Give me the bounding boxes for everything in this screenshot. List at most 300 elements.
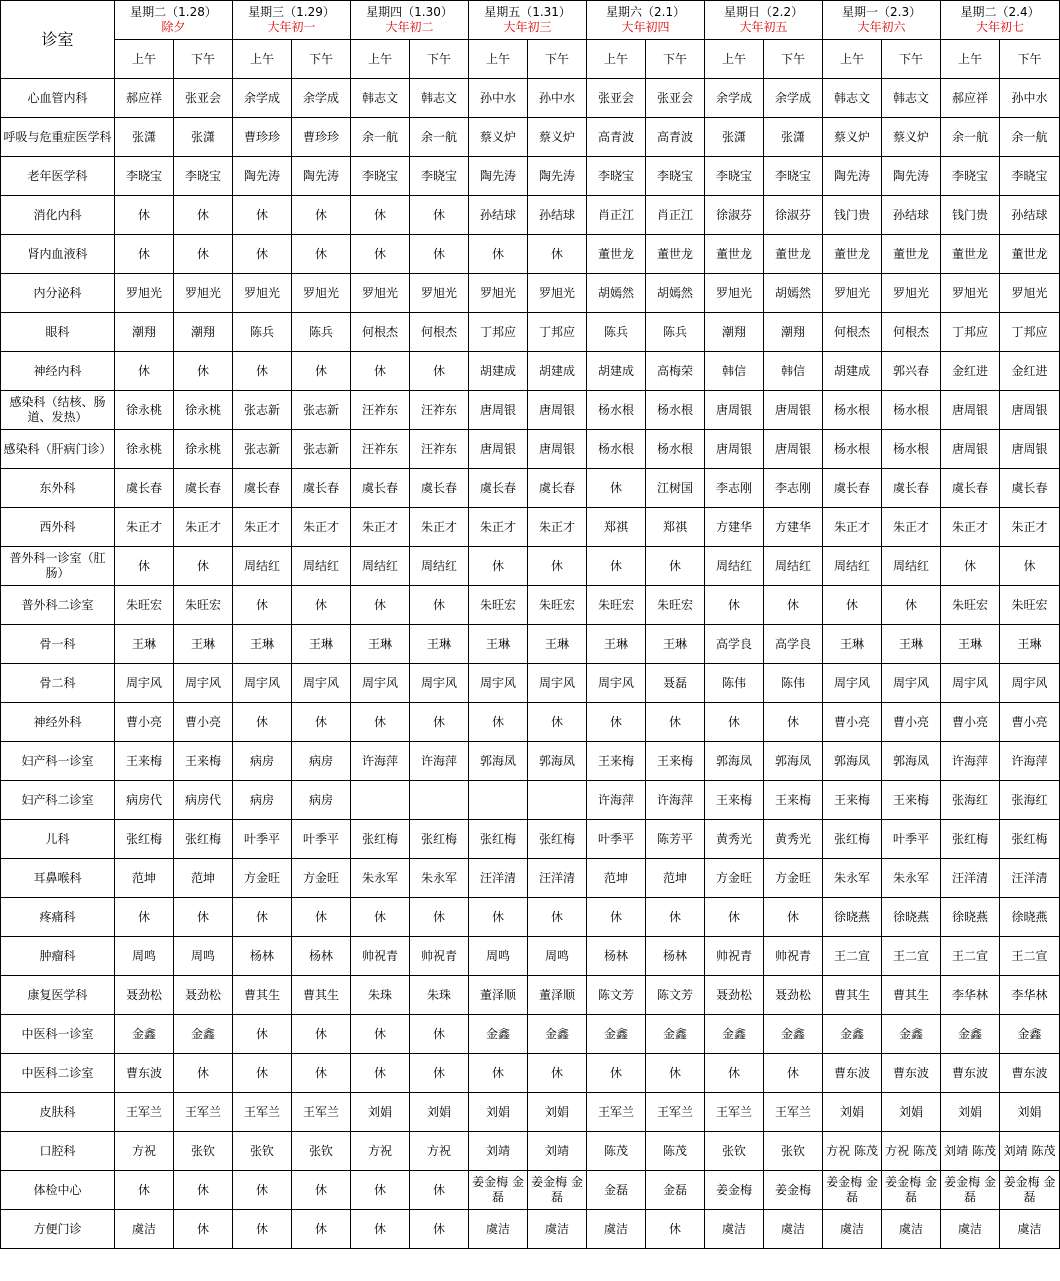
duty-cell: 李晓宝 [1000,157,1060,196]
duty-cell: 曹其生 [292,976,351,1015]
duty-cell: 余学成 [292,79,351,118]
department-name: 呼吸与危重症医学科 [1,118,115,157]
duty-cell: 休 [351,1210,410,1249]
duty-cell: 金鑫 [174,1015,233,1054]
duty-cell: 陈芳平 [646,820,705,859]
duty-cell: 钱门贵 [941,196,1000,235]
duty-cell: 高梅荣 [646,352,705,391]
duty-cell: 休 [174,352,233,391]
table-row [1,157,1060,196]
department-name: 感染科（结核、肠道、发热） [1,391,115,430]
table-row [1,274,1060,313]
duty-cell: 金鑫 [528,1015,587,1054]
duty-cell: 休 [233,235,292,274]
day-name: 星期二（2.4） [960,5,1040,19]
duty-cell: 潮翔 [174,313,233,352]
day-name: 星期四（1.30） [366,5,453,19]
duty-cell: 虞洁 [469,1210,528,1249]
department-name: 感染科（肝病门诊） [1,430,115,469]
duty-cell: 郝应祥 [941,79,1000,118]
duty-cell: 周鸣 [174,937,233,976]
duty-cell: 郭海凤 [469,742,528,781]
duty-cell: 董世龙 [646,235,705,274]
duty-cell: 陈伟 [764,664,823,703]
duty-cell: 曹其生 [882,976,941,1015]
duty-cell: 休 [351,352,410,391]
duty-cell: 虞长春 [174,469,233,508]
duty-cell: 刘娟 [882,1093,941,1132]
duty-cell: 休 [587,1054,646,1093]
duty-cell: 罗旭光 [292,274,351,313]
table-row [1,625,1060,664]
duty-cell: 杨水根 [823,430,882,469]
duty-cell: 休 [764,703,823,742]
duty-cell: 休 [528,703,587,742]
duty-cell: 虞长春 [469,469,528,508]
duty-cell: 朱珠 [351,976,410,1015]
holiday-label: 大年初一 [267,20,316,34]
table-row [1,1015,1060,1054]
morning-header: 上午 [351,40,410,79]
duty-cell: 孙中水 [469,79,528,118]
department-name: 心血管内科 [1,79,115,118]
morning-header: 上午 [823,40,882,79]
duty-cell: 姜金梅 金磊 [528,1171,587,1210]
duty-cell: 姜金梅 [705,1171,764,1210]
duty-cell: 王军兰 [587,1093,646,1132]
duty-cell: 朱正才 [351,508,410,547]
afternoon-header: 下午 [646,40,705,79]
duty-cell: 杨水根 [587,391,646,430]
duty-cell: 曹东波 [823,1054,882,1093]
duty-cell: 朱正才 [469,508,528,547]
duty-cell: 休 [587,703,646,742]
duty-cell: 休 [115,1171,174,1210]
duty-cell: 王来梅 [646,742,705,781]
duty-cell: 休 [705,703,764,742]
duty-cell: 休 [351,703,410,742]
duty-cell: 病房 [233,781,292,820]
duty-cell: 丁邦应 [469,313,528,352]
duty-cell: 丁邦应 [528,313,587,352]
table-row [1,469,1060,508]
duty-cell: 周宇风 [1000,664,1060,703]
duty-cell: 周结红 [764,547,823,586]
department-name: 皮肤科 [1,1093,115,1132]
duty-cell: 杨水根 [823,391,882,430]
duty-cell: 虞洁 [705,1210,764,1249]
day-name: 星期一（2.3） [842,5,922,19]
duty-cell: 胡嫣然 [764,274,823,313]
duty-cell: 汪洋清 [528,859,587,898]
duty-cell: 陶先涛 [823,157,882,196]
duty-cell: 张红梅 [351,820,410,859]
duty-cell: 李晓宝 [764,157,823,196]
duty-cell: 周宇风 [174,664,233,703]
duty-cell: 张潇 [174,118,233,157]
duty-cell: 虞长春 [1000,469,1060,508]
duty-cell: 王琳 [469,625,528,664]
duty-cell: 徐永桃 [174,391,233,430]
duty-cell: 姜金梅 金磊 [1000,1171,1060,1210]
duty-cell [469,781,528,820]
duty-cell: 休 [351,196,410,235]
duty-cell: 罗旭光 [174,274,233,313]
duty-cell: 朱正才 [528,508,587,547]
duty-cell: 唐周银 [469,430,528,469]
duty-cell: 高青波 [646,118,705,157]
duty-cell: 朱旺宏 [646,586,705,625]
duty-cell: 刘娟 [351,1093,410,1132]
duty-cell: 休 [174,898,233,937]
duty-cell: 曹其生 [233,976,292,1015]
duty-cell: 徐永桃 [115,430,174,469]
duty-cell: 帅祝青 [410,937,469,976]
duty-cell: 杨林 [646,937,705,976]
table-row [1,586,1060,625]
duty-cell: 曹小亮 [823,703,882,742]
duty-cell: 张钦 [705,1132,764,1171]
duty-cell: 杨林 [292,937,351,976]
duty-cell: 罗旭光 [882,274,941,313]
duty-cell: 周结红 [705,547,764,586]
duty-cell: 陈兵 [233,313,292,352]
duty-cell: 周鸣 [115,937,174,976]
duty-cell: 周结红 [882,547,941,586]
duty-cell: 李晓宝 [587,157,646,196]
duty-cell: 罗旭光 [528,274,587,313]
duty-cell: 刘靖 [528,1132,587,1171]
duty-cell: 病房 [292,742,351,781]
duty-cell: 休 [351,898,410,937]
duty-cell: 王军兰 [115,1093,174,1132]
duty-cell: 王琳 [528,625,587,664]
duty-cell: 张志新 [233,430,292,469]
day-name: 星期三（1.29） [248,5,335,19]
department-name: 眼科 [1,313,115,352]
duty-cell: 何根杰 [410,313,469,352]
department-name: 肿瘤科 [1,937,115,976]
morning-header: 上午 [115,40,174,79]
duty-cell: 汪祚东 [410,430,469,469]
duty-cell: 范坤 [174,859,233,898]
duty-cell: 姜金梅 金磊 [469,1171,528,1210]
duty-cell: 休 [115,352,174,391]
duty-cell: 汪祚东 [351,391,410,430]
table-row [1,1132,1060,1171]
table-row [1,1210,1060,1249]
duty-cell: 范坤 [115,859,174,898]
duty-cell: 虞洁 [1000,1210,1060,1249]
day-header [233,1,351,40]
duty-cell: 李晓宝 [410,157,469,196]
duty-cell: 周宇风 [233,664,292,703]
duty-cell: 病房 [233,742,292,781]
duty-cell: 王琳 [233,625,292,664]
duty-cell: 唐周银 [764,391,823,430]
duty-cell: 孙结球 [882,196,941,235]
holiday-label: 大年初四 [621,20,670,34]
duty-cell: 金鑫 [941,1015,1000,1054]
duty-cell: 曹其生 [823,976,882,1015]
duty-cell: 汪洋清 [469,859,528,898]
duty-cell: 方祝 [351,1132,410,1171]
duty-cell: 方金旺 [233,859,292,898]
duty-cell: 刘娟 [528,1093,587,1132]
duty-cell: 虞长春 [292,469,351,508]
duty-cell: 朱旺宏 [174,586,233,625]
duty-cell: 韩信 [705,352,764,391]
duty-cell: 姜金梅 金磊 [823,1171,882,1210]
table-row [1,1054,1060,1093]
duty-cell: 休 [646,1054,705,1093]
duty-cell: 休 [115,235,174,274]
duty-cell: 刘娟 [410,1093,469,1132]
duty-cell: 罗旭光 [705,274,764,313]
duty-cell: 张海红 [941,781,1000,820]
duty-cell: 金鑫 [764,1015,823,1054]
duty-cell: 李华林 [941,976,1000,1015]
duty-cell: 曹东波 [941,1054,1000,1093]
duty-cell: 徐淑芬 [764,196,823,235]
duty-cell: 蔡义炉 [882,118,941,157]
duty-cell: 曹小亮 [941,703,1000,742]
duty-cell: 许海萍 [941,742,1000,781]
duty-cell: 周鸣 [528,937,587,976]
duty-cell: 董世龙 [882,235,941,274]
department-name: 妇产科一诊室 [1,742,115,781]
duty-cell: 郭海凤 [705,742,764,781]
duty-cell: 叶季平 [233,820,292,859]
duty-cell: 虞洁 [528,1210,587,1249]
duty-cell: 王军兰 [292,1093,351,1132]
duty-cell: 休 [351,235,410,274]
department-name: 耳鼻喉科 [1,859,115,898]
duty-cell: 王琳 [941,625,1000,664]
duty-cell: 休 [764,1054,823,1093]
duty-cell: 张潇 [764,118,823,157]
duty-cell: 张志新 [292,391,351,430]
duty-cell: 休 [233,1054,292,1093]
duty-cell: 张红梅 [174,820,233,859]
table-row [1,196,1060,235]
duty-cell: 金红进 [941,352,1000,391]
duty-cell: 孙结球 [1000,196,1060,235]
duty-cell: 张志新 [292,430,351,469]
duty-cell [410,781,469,820]
duty-cell: 郭海凤 [882,742,941,781]
duty-cell: 周宇风 [292,664,351,703]
duty-cell: 王二宣 [823,937,882,976]
holiday-label: 除夕 [161,20,186,34]
duty-cell: 周宇风 [528,664,587,703]
department-name: 神经内科 [1,352,115,391]
duty-cell: 陈文芳 [587,976,646,1015]
duty-cell: 李晓宝 [115,157,174,196]
day-name: 星期五（1.31） [484,5,571,19]
duty-cell: 胡建成 [823,352,882,391]
duty-cell: 王琳 [410,625,469,664]
duty-cell: 杨水根 [882,391,941,430]
session-header-row [1,40,1060,79]
duty-cell: 李晓宝 [351,157,410,196]
department-name: 东外科 [1,469,115,508]
duty-cell: 陈伟 [705,664,764,703]
duty-cell: 董世龙 [823,235,882,274]
duty-cell: 汪祚东 [410,391,469,430]
duty-cell: 休 [174,1054,233,1093]
duty-cell: 唐周银 [528,430,587,469]
duty-cell: 肖正江 [646,196,705,235]
department-name: 普外科一诊室（肛肠） [1,547,115,586]
duty-cell: 陶先涛 [528,157,587,196]
duty-cell: 郭海凤 [528,742,587,781]
duty-cell: 金鑫 [469,1015,528,1054]
duty-cell: 孙中水 [528,79,587,118]
duty-cell: 休 [174,547,233,586]
duty-cell: 聂劲松 [174,976,233,1015]
duty-cell: 余一航 [1000,118,1060,157]
duty-cell: 休 [233,1171,292,1210]
department-name: 骨二科 [1,664,115,703]
morning-header: 上午 [233,40,292,79]
duty-cell: 朱旺宏 [528,586,587,625]
duty-cell: 张钦 [233,1132,292,1171]
department-name: 普外科二诊室 [1,586,115,625]
duty-cell: 汪洋清 [941,859,1000,898]
duty-cell: 金磊 [587,1171,646,1210]
duty-cell: 休 [292,1054,351,1093]
duty-cell: 朱正才 [115,508,174,547]
duty-cell: 朱正才 [1000,508,1060,547]
duty-cell: 王琳 [174,625,233,664]
department-name: 消化内科 [1,196,115,235]
duty-cell: 李晓宝 [646,157,705,196]
duty-cell: 罗旭光 [1000,274,1060,313]
duty-cell: 休 [233,1015,292,1054]
duty-cell: 休 [115,547,174,586]
duty-cell: 张亚会 [587,79,646,118]
duty-cell: 虞洁 [115,1210,174,1249]
duty-cell: 休 [528,898,587,937]
duty-cell: 唐周银 [1000,430,1060,469]
duty-cell: 休 [233,352,292,391]
duty-cell: 王来梅 [705,781,764,820]
duty-cell: 朱旺宏 [941,586,1000,625]
duty-cell: 张海红 [1000,781,1060,820]
duty-cell: 余一航 [410,118,469,157]
duty-cell: 徐永桃 [115,391,174,430]
table-row [1,976,1060,1015]
duty-cell: 休 [292,352,351,391]
duty-cell: 王来梅 [587,742,646,781]
duty-cell: 许海萍 [1000,742,1060,781]
duty-cell: 休 [410,703,469,742]
duty-cell: 叶季平 [292,820,351,859]
duty-cell: 休 [410,1171,469,1210]
duty-cell: 王琳 [115,625,174,664]
duty-cell: 罗旭光 [351,274,410,313]
duty-cell: 曹小亮 [115,703,174,742]
duty-cell: 丁邦应 [941,313,1000,352]
duty-cell: 陈兵 [646,313,705,352]
table-row [1,547,1060,586]
department-name: 内分泌科 [1,274,115,313]
duty-cell: 虞长春 [233,469,292,508]
duty-cell: 张亚会 [174,79,233,118]
duty-cell: 曹小亮 [882,703,941,742]
duty-cell: 休 [292,1171,351,1210]
department-name: 骨一科 [1,625,115,664]
duty-cell: 休 [764,586,823,625]
duty-cell: 王军兰 [705,1093,764,1132]
duty-cell: 陈文芳 [646,976,705,1015]
duty-cell: 董世龙 [764,235,823,274]
duty-cell: 郑祺 [646,508,705,547]
duty-cell: 虞长春 [528,469,587,508]
table-row [1,664,1060,703]
duty-cell: 张潇 [115,118,174,157]
duty-cell: 休 [351,1171,410,1210]
day-header [469,1,587,40]
duty-cell: 何根杰 [882,313,941,352]
duty-cell: 周宇风 [823,664,882,703]
duty-cell: 罗旭光 [233,274,292,313]
day-name: 星期六（2.1） [606,5,686,19]
duty-cell: 方建华 [764,508,823,547]
duty-cell: 王军兰 [233,1093,292,1132]
duty-cell: 聂磊 [646,664,705,703]
duty-cell: 叶季平 [882,820,941,859]
duty-cell: 朱珠 [410,976,469,1015]
duty-cell: 李晓宝 [174,157,233,196]
duty-cell: 虞长春 [882,469,941,508]
duty-cell: 徐淑芬 [705,196,764,235]
duty-cell: 王来梅 [174,742,233,781]
duty-cell: 王来梅 [764,781,823,820]
duty-cell: 休 [528,1054,587,1093]
duty-cell: 帅祝青 [764,937,823,976]
table-row [1,781,1060,820]
afternoon-header: 下午 [528,40,587,79]
duty-cell: 王来梅 [115,742,174,781]
duty-cell: 郝应祥 [115,79,174,118]
holiday-label: 大年初五 [739,20,788,34]
duty-cell: 虞洁 [587,1210,646,1249]
table-row [1,508,1060,547]
duty-cell: 休 [292,235,351,274]
duty-cell: 曹东波 [115,1054,174,1093]
duty-cell: 潮翔 [764,313,823,352]
duty-cell: 许海萍 [351,742,410,781]
duty-cell: 胡建成 [587,352,646,391]
duty-cell: 杨林 [233,937,292,976]
duty-cell: 朱永军 [882,859,941,898]
duty-cell: 虞长春 [115,469,174,508]
duty-cell: 虞长春 [410,469,469,508]
day-header [587,1,705,40]
duty-cell: 陈茂 [646,1132,705,1171]
duty-cell: 张钦 [764,1132,823,1171]
day-name: 星期二（1.28） [130,5,217,19]
duty-cell: 韩志文 [882,79,941,118]
duty-cell: 蔡义炉 [823,118,882,157]
duty-cell: 虞洁 [823,1210,882,1249]
duty-cell: 休 [587,469,646,508]
duty-cell: 虞长春 [941,469,1000,508]
duty-cell: 方金旺 [705,859,764,898]
schedule-header [1,1,1060,79]
